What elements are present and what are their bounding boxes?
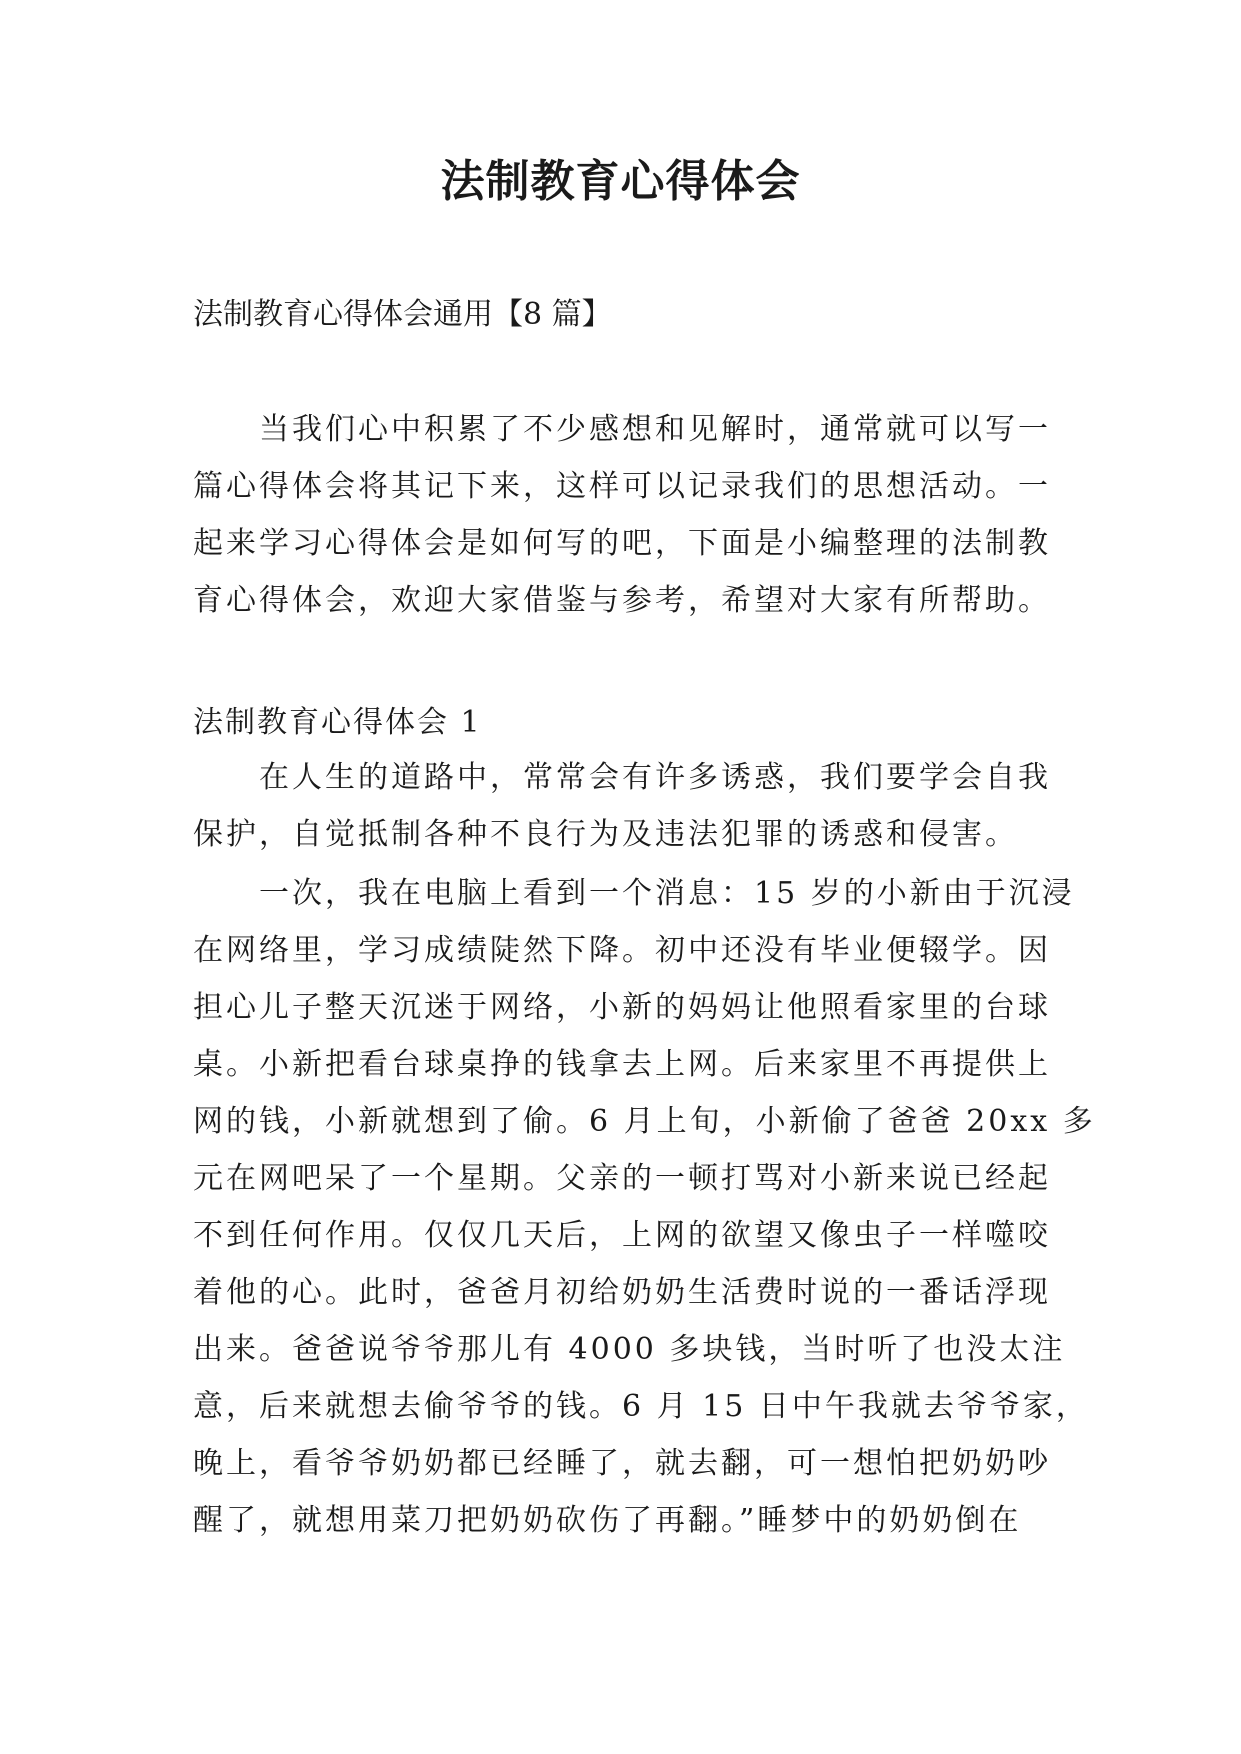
- intro-paragraph: [193, 410, 1051, 638]
- intro-line: 当我们心中积累了不少感想和见解时，通常就可以写一: [193, 412, 1051, 447]
- body-line: 元在网吧呆了一个星期。父亲的一顿打骂对小新来说已经起: [193, 1161, 1051, 1196]
- body-line: 不到任何作用。仅仅几天后，上网的欲望又像虫子一样噬咬: [193, 1218, 1051, 1253]
- body-line: 晚上，看爷爷奶奶都已经睡了，就去翻，可一想怕把奶奶吵: [193, 1446, 1051, 1481]
- body-line: 担心儿子整天沉迷于网络，小新的妈妈让他照看家里的台球: [193, 990, 1051, 1025]
- page-title: 法制教育心得体会: [440, 156, 801, 207]
- body-line: 在网络里，学习成绩陡然下降。初中还没有毕业便辍学。因: [193, 933, 1051, 968]
- body-line: 网的钱，小新就想到了偷。6 月上旬，小新偷了爸爸 20xx 多: [193, 1104, 1096, 1139]
- body-line: 出来。爸爸说爷爷那儿有 4000 多块钱，当时听了也没太注: [193, 1332, 1066, 1367]
- section-heading: 法制教育心得体会 1: [193, 705, 482, 740]
- body-paragraph-1: [193, 758, 1051, 872]
- intro-line: 篇心得体会将其记下来，这样可以记录我们的思想活动。一: [193, 469, 1051, 504]
- body-line: 醒了，就想用菜刀把奶奶砍伤了再翻。”睡梦中的奶奶倒在: [193, 1503, 1022, 1538]
- body-line: 一次，我在电脑上看到一个消息：15 岁的小新由于沉浸: [193, 876, 1075, 911]
- body-line: 意，后来就想去偷爷爷的钱。6 月 15 日中午我就去爷爷家，: [193, 1389, 1089, 1424]
- document-subtitle: 法制教育心得体会通用【8 篇】: [193, 297, 612, 332]
- body-line: 着他的心。此时，爸爸月初给奶奶生活费时说的一番话浮现: [193, 1275, 1051, 1310]
- body-paragraph-2: [193, 874, 1096, 1558]
- intro-line: 起来学习心得体会是如何写的吧，下面是小编整理的法制教: [193, 526, 1051, 561]
- body-line: 在人生的道路中，常常会有许多诱惑，我们要学会自我: [193, 760, 1051, 795]
- body-line: 保护，自觉抵制各种不良行为及违法犯罪的诱惑和侵害。: [193, 817, 1018, 852]
- body-line: 桌。小新把看台球桌挣的钱拿去上网。后来家里不再提供上: [193, 1047, 1051, 1082]
- intro-line: 育心得体会，欢迎大家借鉴与参考，希望对大家有所帮助。: [193, 583, 1051, 618]
